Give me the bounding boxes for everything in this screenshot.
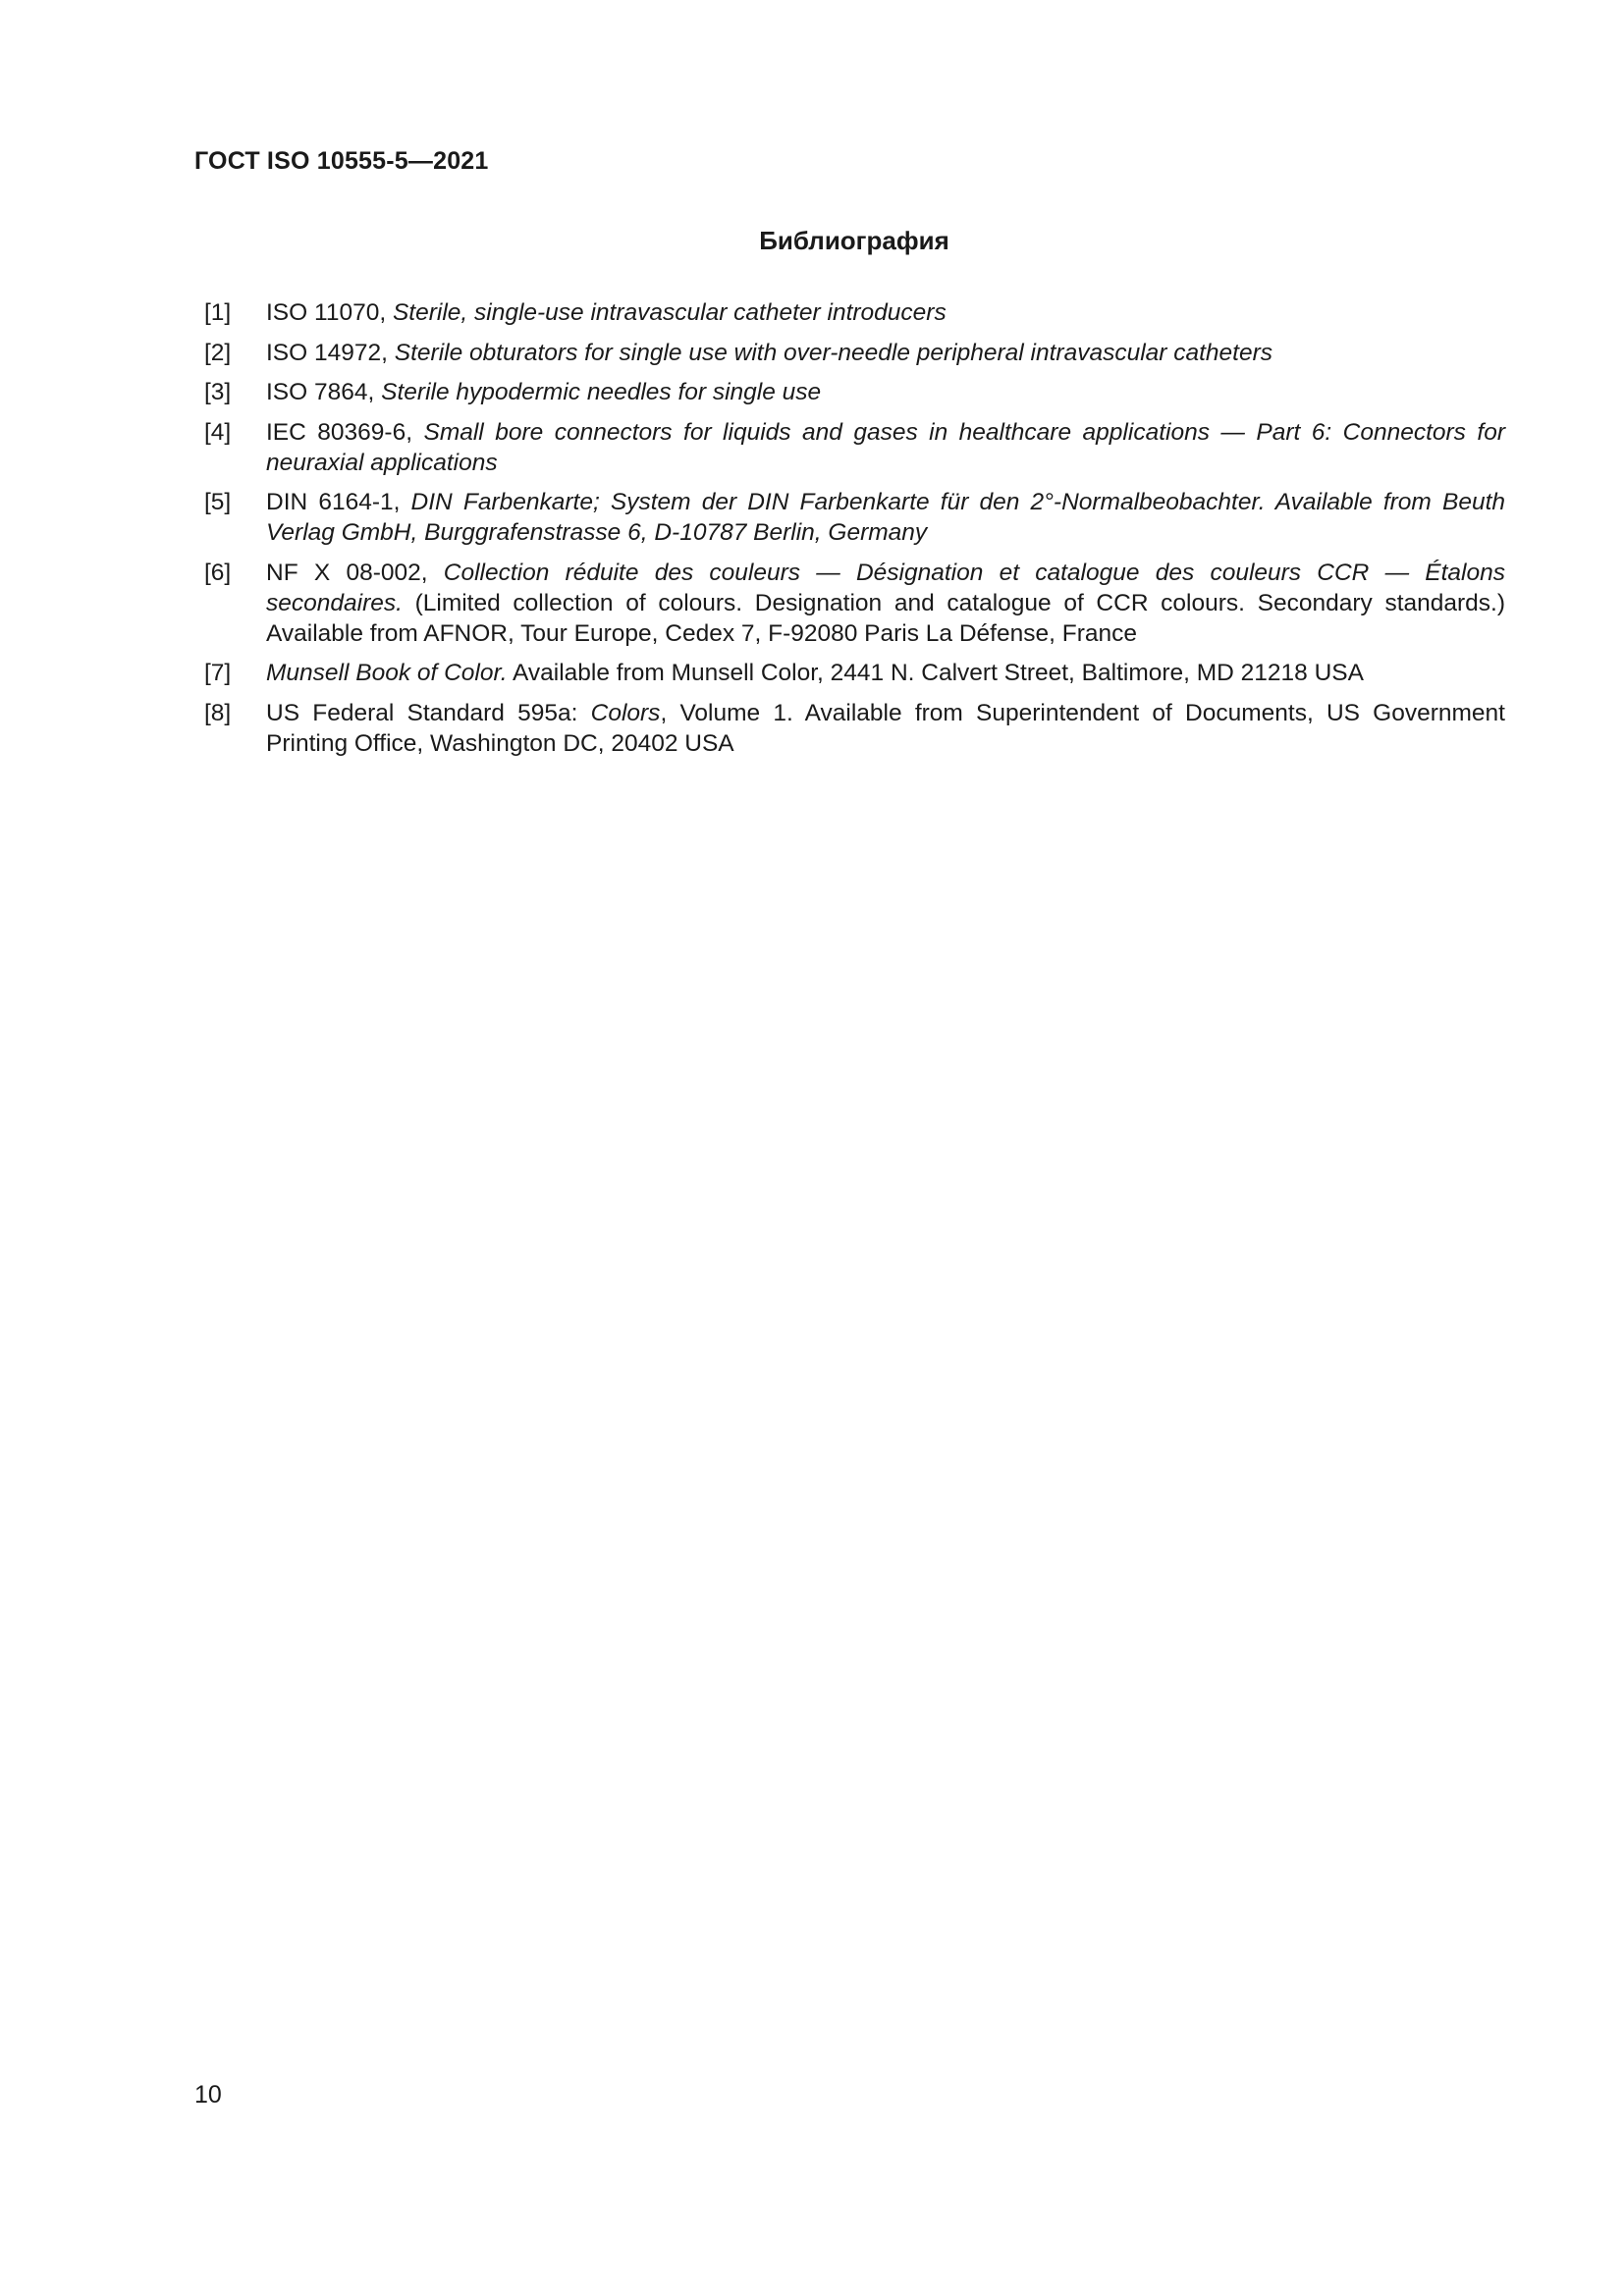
bibliography-entry-title: Small bore connectors for liquids and gases in healthcare applications — Part 6: Connectors for neuraxial applications xyxy=(266,418,1505,476)
bibliography-entry-number: [8] xyxy=(204,699,232,726)
bibliography-entry-title: Sterile, single-use intravascular catheter introducers xyxy=(392,299,947,326)
bibliography-entry-title: Colors xyxy=(590,699,661,726)
bibliography-entry-title: Munsell Book of Color. xyxy=(266,660,508,686)
bibliography-entry-number: [3] xyxy=(204,379,232,405)
bibliography-entry-reference: IEC 80369-6, xyxy=(266,418,424,446)
bibliography-title: Библиография xyxy=(759,226,949,255)
bibliography-entry xyxy=(204,698,1505,759)
bibliography-entry-reference: DIN 6164-1, xyxy=(266,489,411,515)
bibliography-entry-number: [7] xyxy=(204,660,232,686)
bibliography-entry xyxy=(204,558,1505,649)
bibliography-entry-number: [6] xyxy=(204,559,232,586)
bibliography-entry-text xyxy=(266,338,1505,368)
bibliography-entry-text xyxy=(266,417,1505,478)
bibliography-entry-reference: ISO 7864, xyxy=(266,379,382,405)
bibliography-entry-reference: , Volume 1. Available from Superintendent of Documents, US Government Printing Office, Washington DC, 20402 USA xyxy=(266,699,1505,757)
bibliography-entry-reference: ISO 11070, xyxy=(266,299,393,326)
bibliography-entry xyxy=(204,417,1505,478)
bibliography-list xyxy=(204,297,1505,768)
document-code-header: ГОСТ ISO 10555-5—2021 xyxy=(194,147,489,175)
bibliography-entry-reference: Available from Munsell Color, 2441 N. Calvert Street, Baltimore, MD 21218 USA xyxy=(507,660,1364,686)
bibliography-entry-reference: US Federal Standard 595a: xyxy=(266,699,591,726)
bibliography-entry-title: Sterile obturators for single use with over-needle peripheral intravascular catheters xyxy=(394,339,1273,366)
bibliography-entry-text xyxy=(266,487,1505,548)
bibliography-entry-number: [1] xyxy=(204,299,232,326)
bibliography-entry xyxy=(204,658,1505,688)
bibliography-entry xyxy=(204,377,1505,407)
bibliography-entry-number: [5] xyxy=(204,489,232,515)
bibliography-entry xyxy=(204,487,1505,548)
bibliography-entry-text xyxy=(266,297,1505,328)
bibliography-entry-text xyxy=(266,377,1505,407)
bibliography-entry-text xyxy=(266,558,1505,649)
bibliography-entry xyxy=(204,338,1505,368)
bibliography-entry-number: [2] xyxy=(204,339,232,366)
bibliography-entry xyxy=(204,297,1505,328)
bibliography-entry-reference: ISO 14972, xyxy=(266,339,395,366)
bibliography-entry-reference: NF X 08-002, xyxy=(266,559,444,586)
bibliography-entry-title: DIN Farbenkarte; System der DIN Farbenkarte für den 2°-Normalbeobachter. Available from Beuth Verlag GmbH, Burggrafenstrasse 6, D-10787 Berlin, Germany xyxy=(266,489,1505,546)
bibliography-entry-number: [4] xyxy=(204,418,232,446)
bibliography-entry-title: Collection réduite des couleurs — Désignation et catalogue des couleurs CCR — Étalons secondaires. xyxy=(266,559,1506,616)
page-number: 10 xyxy=(194,2081,222,2109)
bibliography-entry-text xyxy=(266,698,1505,759)
bibliography-entry-title: Sterile hypodermic needles for single use xyxy=(381,379,822,405)
bibliography-entry-reference: (Limited collection of colours. Designation and catalogue of CCR colours. Secondary standards.) Available from AFNOR, Tour Europe, Cedex 7, F-92080 Paris La Défense, France xyxy=(266,589,1505,647)
bibliography-entry-text xyxy=(266,658,1505,688)
